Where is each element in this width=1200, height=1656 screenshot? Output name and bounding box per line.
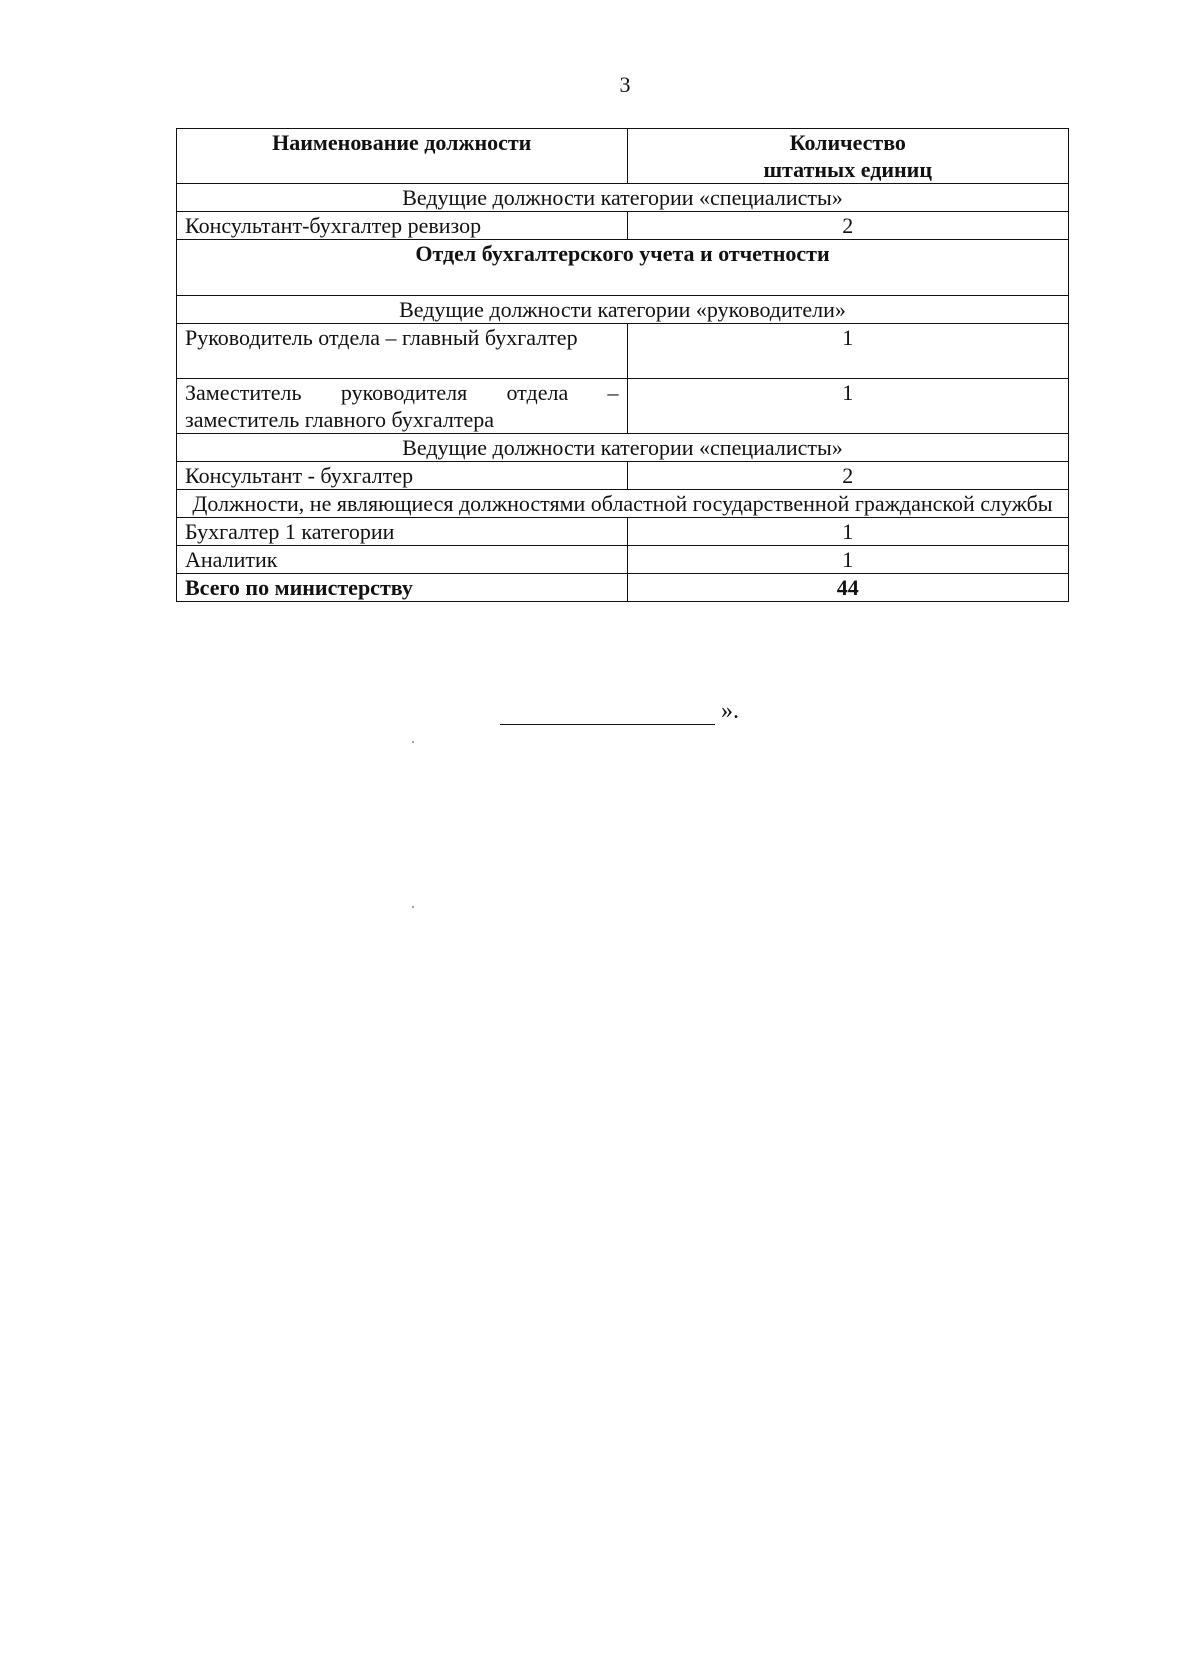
header-position-name: Наименование должности [177,129,628,184]
department-row [177,240,1069,296]
category-label: Ведущие должности категории «специалисты» [177,434,1069,462]
table-row [177,324,1069,379]
scan-speck [412,906,414,908]
scan-speck [412,741,414,743]
position-count: 2 [627,462,1068,490]
position-name: Аналитик [177,546,628,574]
position-count: 1 [627,324,1068,379]
total-label: Всего по министерству [177,574,628,602]
position-name: Руководитель отдела – главный бухгалтер [177,324,628,379]
department-label: Отдел бухгалтерского учета и отчетности [177,240,1069,296]
header-count-line2: штатных единиц [763,157,933,182]
position-name: Консультант-бухгалтер ревизор [177,212,628,240]
table-row [177,546,1069,574]
total-count: 44 [627,574,1068,602]
category-label: Должности, не являющиеся должностями областной государственной гражданской службы [177,490,1069,518]
total-row [177,574,1069,602]
closing-line [500,698,739,725]
signature-rule [500,702,715,725]
table-row [177,212,1069,240]
table-header-row [177,129,1069,184]
header-count-line1: Количество [789,130,906,155]
position-count: 1 [627,546,1068,574]
position-count: 2 [627,212,1068,240]
category-label: Ведущие должности категории «руководители» [177,296,1069,324]
category-row [177,434,1069,462]
category-row [177,184,1069,212]
category-row [177,296,1069,324]
position-count: 1 [627,518,1068,546]
table-row [177,462,1069,490]
closing-quote: ». [721,698,739,724]
table-row [177,379,1069,434]
table-row [177,518,1069,546]
position-name: Консультант - бухгалтер [177,462,628,490]
position-name: Бухгалтер 1 категории [177,518,628,546]
staffing-table [176,128,1069,602]
position-count: 1 [627,379,1068,434]
page-number: 3 [619,72,631,97]
header-staff-count [627,129,1068,184]
category-label: Ведущие должности категории «специалисты» [177,184,1069,212]
position-name: Заместитель руководителя отдела – заместитель главного бухгалтера [177,379,628,434]
category-row [177,490,1069,518]
